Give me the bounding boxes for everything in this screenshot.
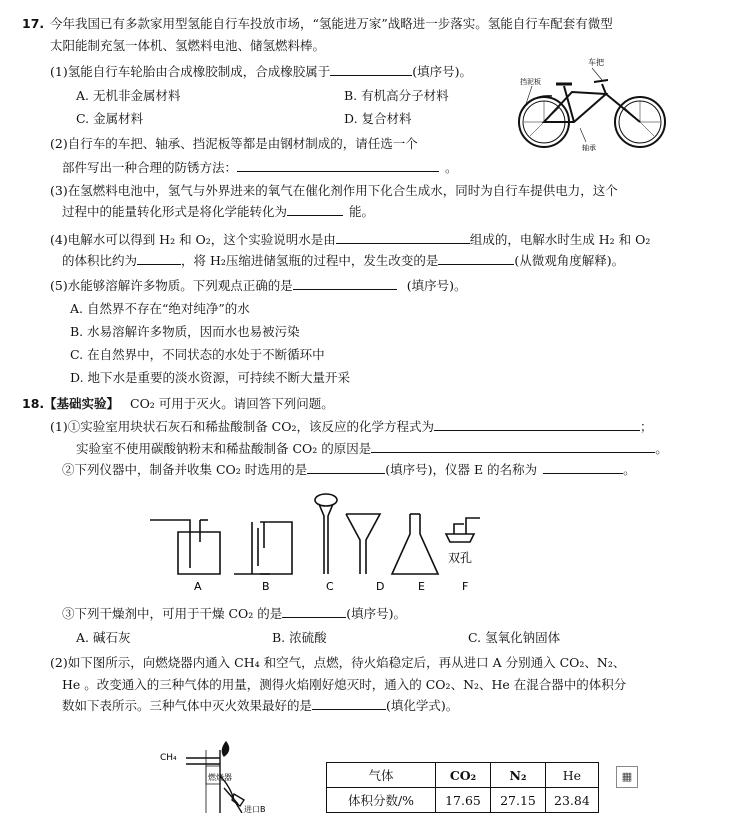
q17-part4-text-c: 的体积比约为 [62,253,138,268]
q17-part4-blank-2[interactable] [137,253,181,265]
q18-part1-tail-2: 。 [655,441,668,456]
apparatus-d [346,514,380,574]
burner-illustration [158,730,278,813]
q17-part2-text: 部件写出一种合理的防锈方法： [62,160,238,175]
q17-option-c: C. 金属材料 [76,111,144,126]
table-header-row [327,763,599,788]
q18-part1-text-5: ③下列干燥剂中，可用于干燥 CO₂ 的是 [62,606,283,621]
q17-part4-text-e: (从微观角度解释)。 [514,253,625,268]
q17-part3-blank[interactable] [287,204,343,216]
q17-option-a: A. 无机非金属材料 [76,88,181,103]
q18-best-gas-blank[interactable] [312,698,386,710]
bike-label-bearing: 轴承 [582,144,596,152]
q17-part4-line1 [50,232,650,248]
apparatus-e [392,514,438,574]
q17-part4-line2 [62,253,624,269]
q17-part4-blank-3[interactable] [438,253,514,265]
q17-part3-line1: (3)在氢燃料电池中，氢气与外界进来的氧气在催化剂作用下化合生成水，同时为自行车提供电力，这个 [50,183,618,198]
handle-pointer [592,68,602,80]
q17-part2-line2 [62,160,458,176]
q18-dry-option-a: A. 碱石灰 [76,630,131,645]
q17-part4-text-d: ，将 H₂压缩进储氢瓶的过程中，发生改变的是 [181,253,439,268]
apparatus-label-a: A [194,580,202,592]
table-header-cell: 气体 [327,763,436,788]
q17-part3-line2 [62,204,374,220]
q17-part4-text-b: 组成的，电解水时生成 H₂ 和 O₂ [469,232,651,247]
q18-part1-text-4: (填序号)，仪器 E 的名称为 [385,462,538,477]
q17-part4-text-a: (4)电解水可以得到 H₂ 和 O₂，这个实验说明水是由 [50,232,336,247]
apparatus-label-d: D [376,580,385,592]
q17-part5-tail: (填序号)。 [406,278,467,293]
bearing-pointer [580,128,586,142]
table-header-cell: CO₂ [436,763,491,788]
apparatus-label-e: E [418,580,425,592]
q17-part5-option-a: A. 自然界不存在“绝对纯净”的水 [70,301,250,316]
apparatus-f [446,518,480,542]
q17-part2-blank[interactable] [237,160,439,172]
table-header-cell: He [546,763,599,788]
q18-equation-blank[interactable] [434,419,640,431]
apparatus-f-caption: 双孔 [448,551,473,565]
gas-volume-table [326,762,599,813]
q18-part2-line1: (2)如下图所示，向燃烧器内通入 CH₄ 和空气，点燃，待火焰稳定后，再从进口 A 分别通入 CO₂、N₂、 [50,655,626,670]
table-cell: 17.65 [436,788,491,813]
q17-stem-line1: 今年我国已有多款家用型氢能自行车投放市场，“氢能进万家”战略进一步落实。氢能自行车配套有微型 [50,16,613,31]
q17-option-d: D. 复合材料 [344,111,412,126]
q17-part1-tail: (填序号)。 [412,64,472,79]
q17-part3-text: 过程中的能量转化形式是将化学能转化为 [62,204,288,219]
burner-label-inlet: 进口B [244,805,266,813]
q17-part1 [50,64,472,80]
q18-part1-line1 [50,419,653,435]
q18-apparatus-blank[interactable] [307,462,385,474]
table-cell: 27.15 [491,788,546,813]
q17-part5 [50,278,466,294]
bicycle-illustration [512,56,672,152]
apparatus-a [150,520,220,574]
apparatus-c [315,494,337,574]
apparatus-label-b: B [262,580,270,592]
q18-part1-text-3: ②下列仪器中，制备并收集 CO₂ 时选用的是 [62,462,308,477]
q18-dry-option-c: C. 氢氧化钠固体 [468,630,561,645]
q18-title: 【基础实验】 [44,396,120,411]
q18-number: 18. [22,396,45,411]
q17-part5-option-c: C. 在自然界中，不同状态的水处于不断循环中 [70,347,325,362]
q17-part5-option-d: D. 地下水是重要的淡水资源，可持续不断大量开采 [70,370,351,385]
q18-part1-line4 [62,606,406,622]
q18-part1-text-2: 实验室不使用碳酸钠粉末和稀盐酸制备 CO₂ 的原因是 [76,441,372,456]
q17-stem-line2: 太阳能制充氢一体机、氢燃料电池、储氢燃料棒。 [50,38,326,53]
q17-option-b: B. 有机高分子材料 [344,88,449,103]
q17-part5-blank[interactable] [293,278,397,290]
q17-part5-option-b: B. 水易溶解许多物质，因而水也易被污染 [70,324,300,339]
q18-part2-tail: (填化学式)。 [386,698,459,713]
q17-part1-text: (1)氢能自行车轮胎由合成橡胶制成，合成橡胶属于 [50,64,331,79]
q18-part2-line2: He 。改变通入的三种气体的用量，测得火焰刚好熄灭时，通入的 CO₂、N₂、He 在混合器中的体积分 [62,677,627,692]
q18-part1-line2 [76,441,668,457]
apparatus-label-c: C [326,580,334,592]
q18-stem: CO₂ 可用于灭火。请回答下列问题。 [130,396,334,411]
apparatus-label-f: F [462,580,469,592]
q18-part1-text-1: (1)①实验室用块状石灰石和稀盐酸制备 CO₂，该反应的化学方程式为 [50,419,435,434]
burner-label-ch4: CH₄ [160,753,177,763]
bike-label-handle: 车把 [588,58,604,67]
q17-part5-text: (5)水能够溶解许多物质。下列观点正确的是 [50,278,293,293]
lab-apparatus-illustration [140,488,490,592]
grid-icon[interactable]: ▦ [616,766,638,788]
apparatus-b [234,522,292,574]
q17-number: 17. [22,16,45,31]
q18-dry-option-b: B. 浓硫酸 [272,630,327,645]
q18-part2-line3 [62,698,458,714]
q18-reason-blank[interactable] [371,441,655,453]
burner-label-burner: 燃烧器 [208,773,232,782]
q18-part1-tail-3: 。 [623,462,636,477]
q18-drying-agent-blank[interactable] [282,606,346,618]
q17-part4-blank-1[interactable] [336,232,470,244]
q17-part1-blank[interactable] [330,64,412,76]
table-cell: 23.84 [546,788,599,813]
table-cell: 体积分数/% [327,788,436,813]
bike-label-fender: 挡泥板 [520,78,541,86]
q18-part1-tail-1: ； [640,419,653,434]
q18-part1-line3 [62,462,636,478]
q18-instrument-name-blank[interactable] [543,462,623,474]
table-header-cell: N₂ [491,763,546,788]
q17-part2-line1: (2)自行车的车把、轴承、挡泥板等都是由钢材制成的，请任选一个 [50,136,418,151]
q18-part1-tail-4: (填序号)。 [346,606,407,621]
table-row [327,788,599,813]
q17-part2-tail: 。 [445,160,458,175]
q17-part3-tail: 能。 [349,204,375,219]
q18-part2-text: 数如下表所示。三种气体中灭火效果最好的是 [62,698,313,713]
